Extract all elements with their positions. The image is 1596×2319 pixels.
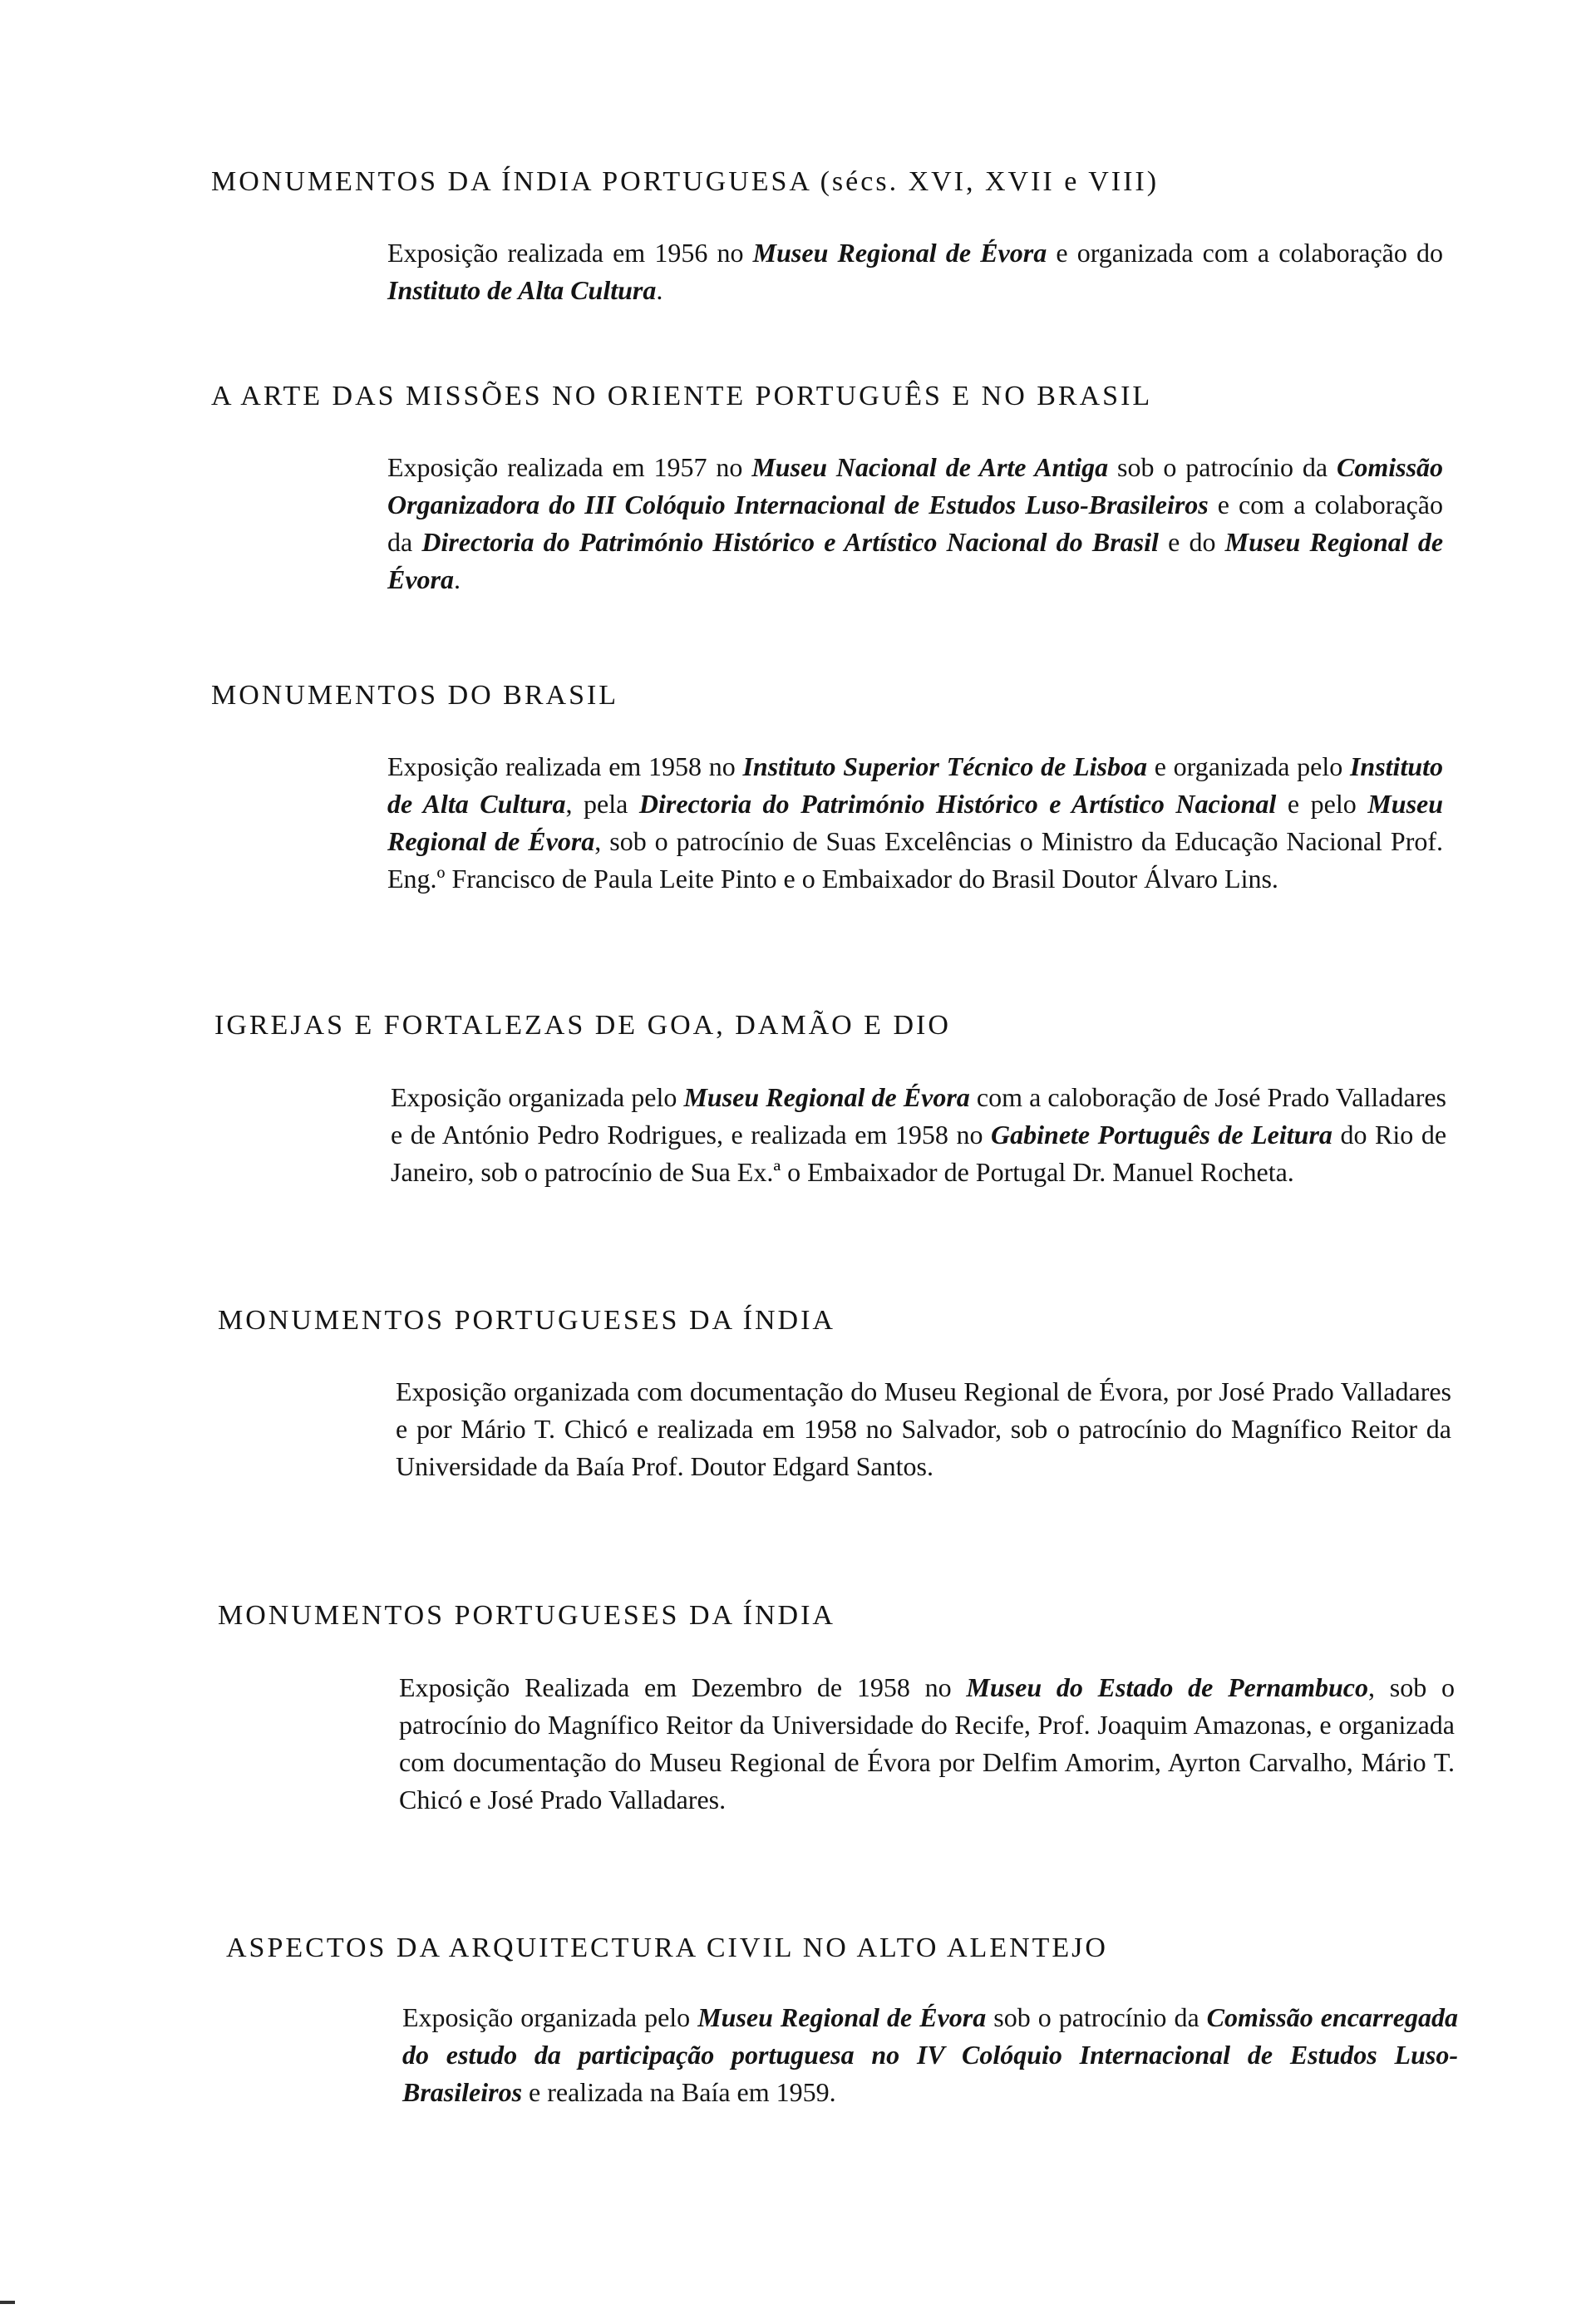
- exhibition-description: Exposição organizada com documentação do Museu Regional de Évora, por José Prado Valladares e por Mário T. Chicó e realizada em 1958 no Salvador, sob o patrocínio do Magnífico Reitor da Universidade da Baía Prof. Doutor Edgard Santos.: [396, 1376, 1451, 1481]
- exhibition-heading: IGREJAS E FORTALEZAS DE GOA, DAMÃO E DIO: [214, 1010, 951, 1041]
- italic-title: Instituto de Alta Cultura: [387, 751, 1444, 819]
- italic-title: Museu Regional de Évora: [387, 527, 1444, 594]
- exhibition-description: Exposição realizada em 1958 no Instituto Superior Técnico de Lisboa e organizada pelo Instituto de Alta Cultura, pela Directoria do Património Histórico e Artístico Nacional e pelo Museu Regional de Évora, sob o patrocínio de Suas Excelências o Ministro da Educação Nacional Prof. Eng.º Francisco de Paula Leite Pinto e o Embaixador do Brasil Doutor Álvaro Lins.: [387, 751, 1444, 894]
- italic-title: Museu Regional de Évora: [697, 2002, 987, 2032]
- exhibition-description: Exposição Realizada em Dezembro de 1958 no Museu do Estado de Pernambuco, sob o patrocínio do Magnífico Reitor da Universidade do Recife, Prof. Joaquim Amazonas, e organizada com documentação do Museu Regional de Évora por Delfim Amorim, Ayrton Carvalho, Mário T. Chicó e José Prado Valladares.: [399, 1672, 1456, 1814]
- italic-title: Instituto de Alta Cultura: [387, 275, 657, 305]
- exhibition-description: Exposição realizada em 1956 no Museu Regional de Évora e organizada com a colaboração do Instituto de Alta Cultura.: [387, 238, 1444, 305]
- italic-title: Museu Regional de Évora: [752, 238, 1047, 268]
- exhibition-description: Exposição organizada pelo Museu Regional de Évora com a caloboração de José Prado Valladares e de António Pedro Rodrigues, e realizada em 1958 no Gabinete Português de Leitura do Rio de Janeiro, sob o patrocínio de Sua Ex.ª o Embaixador de Portugal Dr. Manuel Rocheta.: [391, 1082, 1447, 1187]
- italic-title: Museu do Estado de Pernambuco: [966, 1672, 1369, 1702]
- exhibition-heading: MONUMENTOS DO BRASIL: [211, 680, 619, 711]
- exhibition-heading: MONUMENTOS DA ÍNDIA PORTUGUESA (sécs. XVI, XVII e VIII): [211, 166, 1160, 197]
- exhibition-heading: MONUMENTOS PORTUGUESES DA ÍNDIA: [218, 1600, 835, 1631]
- italic-title: Museu Regional de Évora: [683, 1082, 970, 1112]
- italic-title: Instituto Superior Técnico de Lisboa: [742, 751, 1147, 781]
- exhibition-heading: ASPECTOS DA ARQUITECTURA CIVIL NO ALTO ALENTEJO: [226, 1932, 1108, 1963]
- scan-edge-mark: [0, 2301, 15, 2304]
- italic-title: Museu Nacional de Arte Antiga: [751, 452, 1109, 482]
- exhibition-heading: MONUMENTOS PORTUGUESES DA ÍNDIA: [218, 1305, 835, 1336]
- exhibition-description: Exposição organizada pelo Museu Regional de Évora sob o patrocínio da Comissão encarregada do estudo da participação portuguesa no IV Colóquio Internacional de Estudos Luso-Brasileiros e realizada na Baía em 1959.: [402, 2002, 1459, 2107]
- italic-title: Comissão Organizadora do III Colóquio Internacional de Estudos Luso-Brasileiros: [387, 452, 1444, 519]
- italic-title: Museu Regional de Évora: [387, 789, 1444, 856]
- italic-title: Gabinete Português de Leitura: [991, 1120, 1332, 1150]
- italic-title: Comissão encarregada do estudo da participação portuguesa no IV Colóquio Internacional de Estudos Luso-Brasileiros: [402, 2002, 1459, 2107]
- italic-title: Directoria do Património Histórico e Artístico Nacional do Brasil: [421, 527, 1159, 557]
- exhibition-heading: A ARTE DAS MISSÕES NO ORIENTE PORTUGUÊS E NO BRASIL: [211, 381, 1153, 411]
- italic-title: Directoria do Património Histórico e Artístico Nacional: [638, 789, 1277, 819]
- exhibition-description: Exposição realizada em 1957 no Museu Nacional de Arte Antiga sob o patrocínio da Comissão Organizadora do III Colóquio Internacional de Estudos Luso-Brasileiros e com a colaboração da Directoria do Património Histórico e Artístico Nacional do Brasil e do Museu Regional de Évora.: [387, 452, 1444, 594]
